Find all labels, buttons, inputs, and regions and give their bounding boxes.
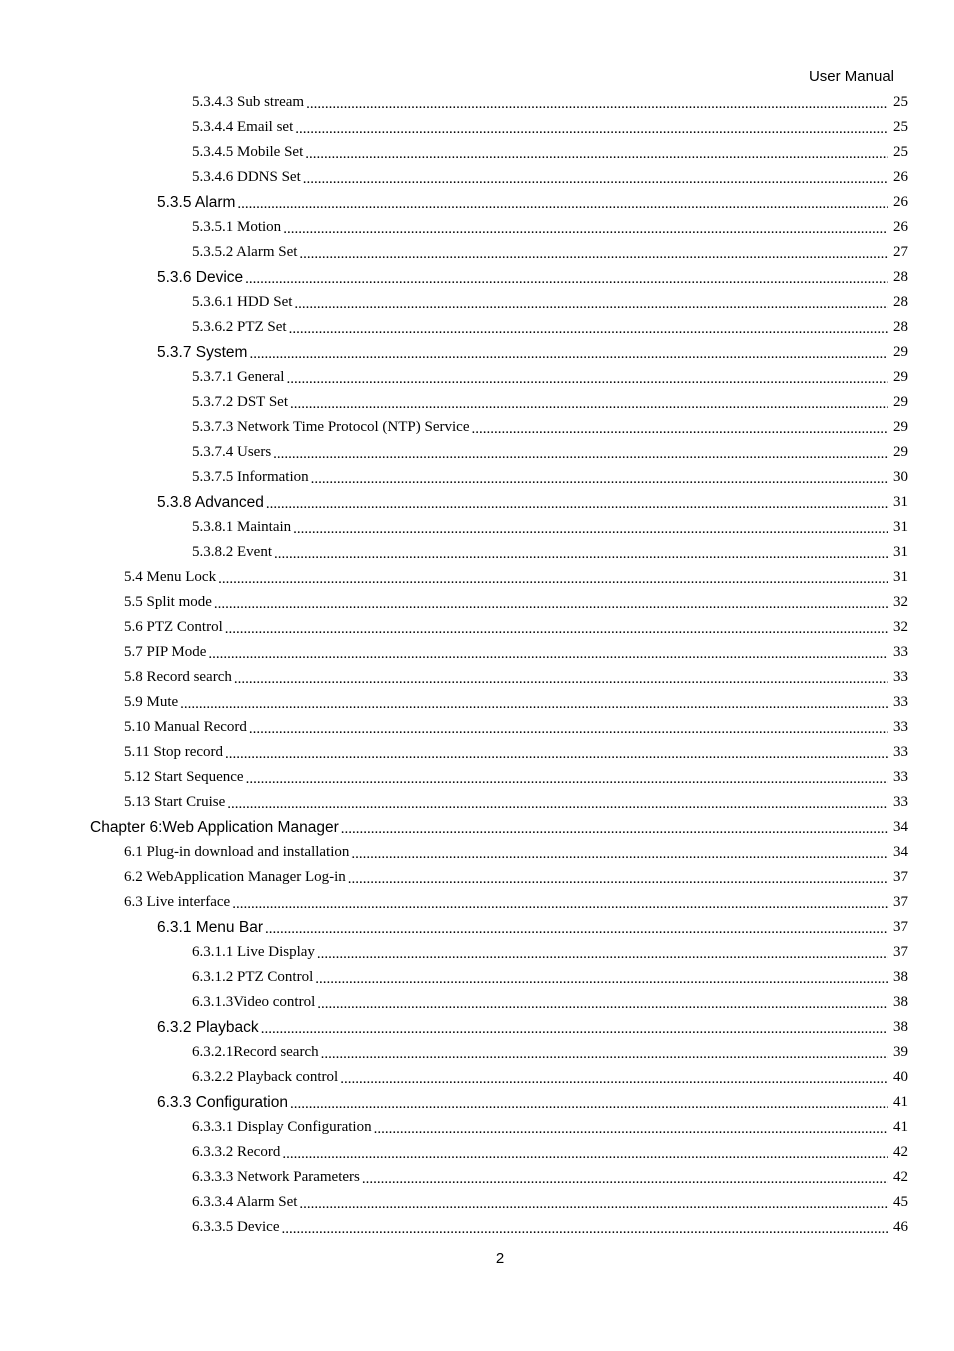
toc-entry[interactable] bbox=[0, 840, 954, 865]
toc-entry-page: 27 bbox=[893, 244, 908, 260]
toc-entry[interactable] bbox=[0, 140, 954, 165]
toc-entry[interactable] bbox=[0, 465, 954, 490]
toc-entry-title: 5.3.4.4 Email set bbox=[192, 119, 294, 135]
dot-leader bbox=[289, 321, 888, 338]
toc-entry[interactable] bbox=[0, 365, 954, 390]
toc-entry[interactable] bbox=[0, 765, 954, 790]
toc-entry[interactable] bbox=[0, 615, 954, 640]
dot-leader bbox=[321, 1046, 888, 1063]
dot-leader bbox=[283, 221, 888, 238]
toc-entry-title: 5.9 Mute bbox=[124, 694, 179, 710]
toc-entry-page: 29 bbox=[893, 369, 908, 385]
toc-entry[interactable] bbox=[0, 815, 954, 840]
dot-leader bbox=[315, 971, 888, 988]
toc-entry[interactable] bbox=[0, 165, 954, 190]
toc-entry-page: 32 bbox=[893, 594, 908, 610]
toc-entry-title: 5.8 Record search bbox=[124, 669, 232, 685]
toc-entry[interactable] bbox=[0, 115, 954, 140]
dot-leader bbox=[273, 446, 888, 463]
table-of-contents bbox=[0, 90, 954, 1240]
toc-entry-title: 6.1 Plug-in download and installation bbox=[124, 844, 350, 860]
toc-entry-page: 25 bbox=[893, 144, 908, 160]
toc-entry-title: 5.3.4.6 DDNS Set bbox=[192, 169, 301, 185]
toc-entry-page: 32 bbox=[893, 619, 908, 635]
toc-entry-page: 33 bbox=[893, 744, 908, 760]
dot-leader bbox=[305, 146, 888, 163]
dot-leader bbox=[261, 1021, 888, 1038]
toc-entry[interactable] bbox=[0, 640, 954, 665]
toc-entry[interactable] bbox=[0, 215, 954, 240]
dot-leader bbox=[225, 746, 888, 763]
toc-entry-page: 33 bbox=[893, 719, 908, 735]
toc-entry-page: 28 bbox=[893, 269, 908, 285]
toc-entry-title: 6.3.2.1Record search bbox=[192, 1044, 319, 1060]
toc-entry-page: 42 bbox=[893, 1169, 908, 1185]
dot-leader bbox=[306, 96, 888, 113]
toc-entry[interactable] bbox=[0, 240, 954, 265]
dot-leader bbox=[214, 596, 888, 613]
toc-entry-title: 5.3.7.5 Information bbox=[192, 469, 309, 485]
dot-leader bbox=[299, 1196, 888, 1213]
toc-entry-title: 5.6 PTZ Control bbox=[124, 619, 223, 635]
toc-entry-page: 38 bbox=[893, 994, 908, 1010]
dot-leader bbox=[246, 771, 888, 788]
toc-entry-title: 5.12 Start Sequence bbox=[124, 769, 244, 785]
toc-entry-title: 5.3.8 Advanced bbox=[157, 493, 264, 511]
toc-entry[interactable] bbox=[0, 940, 954, 965]
dot-leader bbox=[303, 171, 888, 188]
toc-entry[interactable] bbox=[0, 1015, 954, 1040]
toc-entry-title: 5.3.7.3 Network Time Protocol (NTP) Service bbox=[192, 419, 470, 435]
toc-entry-page: 29 bbox=[893, 344, 908, 360]
toc-entry-title: 5.3.7.1 General bbox=[192, 369, 285, 385]
dot-leader bbox=[340, 1071, 888, 1088]
toc-entry[interactable] bbox=[0, 265, 954, 290]
dot-leader bbox=[290, 1096, 888, 1113]
toc-entry[interactable] bbox=[0, 1140, 954, 1165]
toc-entry-title: 5.3.4.5 Mobile Set bbox=[192, 144, 304, 160]
toc-entry-title: 6.2 WebApplication Manager Log-in bbox=[124, 869, 346, 885]
toc-entry-page: 40 bbox=[893, 1069, 908, 1085]
toc-entry-page: 29 bbox=[893, 444, 908, 460]
toc-entry-page: 25 bbox=[893, 94, 908, 110]
toc-entry-title: 5.3.6.1 HDD Set bbox=[192, 294, 293, 310]
dot-leader bbox=[245, 271, 888, 288]
toc-entry-page: 37 bbox=[893, 919, 908, 935]
toc-entry-page: 31 bbox=[893, 519, 908, 535]
dot-leader bbox=[265, 921, 888, 938]
toc-entry[interactable] bbox=[0, 965, 954, 990]
toc-entry[interactable] bbox=[0, 1190, 954, 1215]
toc-entry[interactable] bbox=[0, 1165, 954, 1190]
toc-entry-page: 38 bbox=[893, 1019, 908, 1035]
toc-entry[interactable] bbox=[0, 1090, 954, 1115]
toc-entry-page: 41 bbox=[893, 1119, 908, 1135]
toc-entry[interactable] bbox=[0, 590, 954, 615]
toc-entry-title: 5.4 Menu Lock bbox=[124, 569, 217, 585]
dot-leader bbox=[180, 696, 888, 713]
toc-entry-title: 6.3.3.2 Record bbox=[192, 1144, 281, 1160]
toc-entry-title: 5.3.7 System bbox=[157, 343, 248, 361]
toc-entry-page: 31 bbox=[893, 569, 908, 585]
toc-entry-title: 6.3.1.1 Live Display bbox=[192, 944, 315, 960]
dot-leader bbox=[362, 1171, 888, 1188]
toc-entry-title: 6.3.2 Playback bbox=[157, 1018, 259, 1036]
dot-leader bbox=[208, 646, 888, 663]
toc-entry-title: 5.3.6.2 PTZ Set bbox=[192, 319, 287, 335]
dot-leader bbox=[290, 396, 888, 413]
toc-entry-page: 26 bbox=[893, 219, 908, 235]
toc-entry-title: 6.3.3.1 Display Configuration bbox=[192, 1119, 372, 1135]
dot-leader bbox=[274, 546, 888, 563]
toc-entry[interactable] bbox=[0, 915, 954, 940]
toc-entry-page: 45 bbox=[893, 1194, 908, 1210]
toc-entry-title: 5.3.7.2 DST Set bbox=[192, 394, 288, 410]
toc-entry[interactable] bbox=[0, 1040, 954, 1065]
toc-entry-page: 34 bbox=[893, 844, 908, 860]
toc-entry[interactable] bbox=[0, 290, 954, 315]
dot-leader bbox=[341, 821, 888, 838]
dot-leader bbox=[374, 1121, 888, 1138]
toc-entry[interactable] bbox=[0, 190, 954, 215]
toc-entry-page: 28 bbox=[893, 294, 908, 310]
toc-entry[interactable] bbox=[0, 440, 954, 465]
toc-entry[interactable] bbox=[0, 515, 954, 540]
toc-entry-page: 33 bbox=[893, 769, 908, 785]
dot-leader bbox=[282, 1146, 888, 1163]
dot-leader bbox=[299, 246, 888, 263]
toc-entry-page: 26 bbox=[893, 194, 908, 210]
toc-entry-title: 5.3.6 Device bbox=[157, 268, 244, 286]
dot-leader bbox=[348, 871, 888, 888]
dot-leader bbox=[227, 796, 888, 813]
toc-entry-title: 5.5 Split mode bbox=[124, 594, 212, 610]
dot-leader bbox=[218, 571, 888, 588]
toc-entry[interactable] bbox=[0, 990, 954, 1015]
toc-entry-title: 5.3.8.2 Event bbox=[192, 544, 272, 560]
toc-entry-page: 31 bbox=[893, 544, 908, 560]
toc-entry-page: 34 bbox=[893, 819, 908, 835]
dot-leader bbox=[293, 521, 888, 538]
toc-entry[interactable] bbox=[0, 665, 954, 690]
toc-entry-title: 6.3.3.4 Alarm Set bbox=[192, 1194, 298, 1210]
toc-entry-title: 5.11 Stop record bbox=[124, 744, 224, 760]
toc-entry-page: 33 bbox=[893, 669, 908, 685]
dot-leader bbox=[249, 346, 888, 363]
dot-leader bbox=[351, 846, 888, 863]
toc-entry-page: 33 bbox=[893, 644, 908, 660]
toc-entry[interactable] bbox=[0, 415, 954, 440]
toc-entry[interactable] bbox=[0, 340, 954, 365]
toc-entry-title: 6.3.1.3Video control bbox=[192, 994, 316, 1010]
toc-entry[interactable] bbox=[0, 390, 954, 415]
toc-entry[interactable] bbox=[0, 865, 954, 890]
toc-entry-page: 28 bbox=[893, 319, 908, 335]
toc-entry-title: 6.3.3.5 Device bbox=[192, 1219, 280, 1235]
toc-entry[interactable] bbox=[0, 490, 954, 515]
toc-entry-title: 6.3.3.3 Network Parameters bbox=[192, 1169, 360, 1185]
toc-entry[interactable] bbox=[0, 540, 954, 565]
toc-entry-title: 6.3.2.2 Playback control bbox=[192, 1069, 339, 1085]
dot-leader bbox=[317, 996, 888, 1013]
toc-entry-page: 33 bbox=[893, 794, 908, 810]
toc-entry-title: 5.3.7.4 Users bbox=[192, 444, 272, 460]
toc-entry-page: 29 bbox=[893, 419, 908, 435]
toc-entry-page: 25 bbox=[893, 119, 908, 135]
dot-leader bbox=[234, 671, 888, 688]
toc-entry-page: 37 bbox=[893, 894, 908, 910]
toc-entry-title: 5.3.5 Alarm bbox=[157, 193, 236, 211]
toc-entry-title: 5.7 PIP Mode bbox=[124, 644, 207, 660]
toc-entry-page: 41 bbox=[893, 1094, 908, 1110]
dot-leader bbox=[232, 896, 888, 913]
toc-entry-page: 42 bbox=[893, 1144, 908, 1160]
toc-entry-page: 39 bbox=[893, 1044, 908, 1060]
dot-leader bbox=[311, 471, 888, 488]
dot-leader bbox=[317, 946, 888, 963]
toc-entry[interactable] bbox=[0, 690, 954, 715]
toc-entry-title: 5.3.4.3 Sub stream bbox=[192, 94, 305, 110]
toc-entry-title: 6.3 Live interface bbox=[124, 894, 231, 910]
toc-entry-title: 5.10 Manual Record bbox=[124, 719, 247, 735]
toc-entry[interactable] bbox=[0, 790, 954, 815]
dot-leader bbox=[249, 721, 888, 738]
toc-entry[interactable] bbox=[0, 1065, 954, 1090]
toc-entry-title: Chapter 6:Web Application Manager bbox=[90, 818, 339, 836]
toc-entry-page: 38 bbox=[893, 969, 908, 985]
toc-entry-title: 5.3.5.1 Motion bbox=[192, 219, 282, 235]
toc-entry-page: 37 bbox=[893, 944, 908, 960]
toc-entry[interactable] bbox=[0, 1215, 954, 1240]
dot-leader bbox=[237, 196, 888, 213]
toc-entry-page: 46 bbox=[893, 1219, 908, 1235]
dot-leader bbox=[294, 296, 888, 313]
toc-entry-page: 37 bbox=[893, 869, 908, 885]
dot-leader bbox=[286, 371, 888, 388]
dot-leader bbox=[295, 121, 888, 138]
page-number: 2 bbox=[495, 1250, 505, 1267]
toc-entry[interactable] bbox=[0, 90, 954, 115]
toc-entry[interactable] bbox=[0, 565, 954, 590]
toc-entry-title: 5.3.5.2 Alarm Set bbox=[192, 244, 298, 260]
toc-entry[interactable] bbox=[0, 740, 954, 765]
running-header: User Manual bbox=[808, 68, 894, 85]
toc-entry[interactable] bbox=[0, 890, 954, 915]
dot-leader bbox=[281, 1221, 888, 1238]
toc-entry-title: 6.3.1 Menu Bar bbox=[157, 918, 263, 936]
dot-leader bbox=[471, 421, 888, 438]
toc-entry-title: 5.3.8.1 Maintain bbox=[192, 519, 292, 535]
toc-entry-title: 6.3.1.2 PTZ Control bbox=[192, 969, 314, 985]
toc-entry[interactable] bbox=[0, 1115, 954, 1140]
toc-entry-page: 30 bbox=[893, 469, 908, 485]
dot-leader bbox=[266, 496, 888, 513]
toc-entry[interactable] bbox=[0, 315, 954, 340]
toc-entry[interactable] bbox=[0, 715, 954, 740]
toc-entry-title: 5.13 Start Cruise bbox=[124, 794, 226, 810]
toc-entry-page: 31 bbox=[893, 494, 908, 510]
toc-entry-page: 26 bbox=[893, 169, 908, 185]
dot-leader bbox=[225, 621, 888, 638]
toc-entry-title: 6.3.3 Configuration bbox=[157, 1093, 288, 1111]
toc-entry-page: 33 bbox=[893, 694, 908, 710]
toc-entry-page: 29 bbox=[893, 394, 908, 410]
